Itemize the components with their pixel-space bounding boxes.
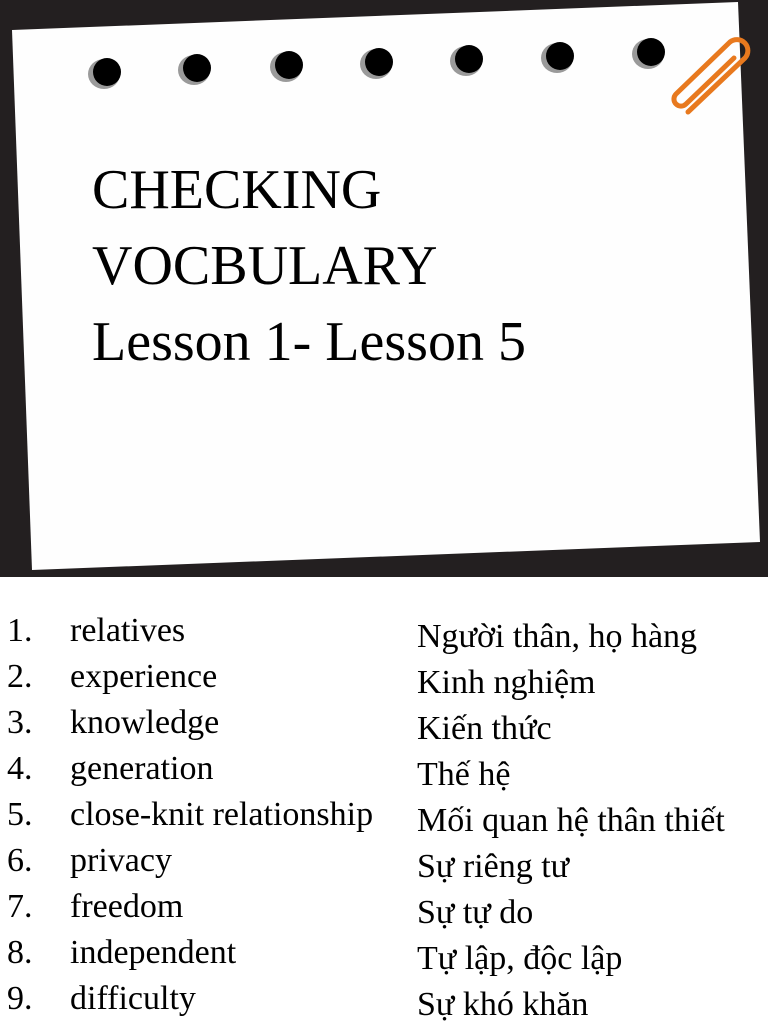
- hole-6-icon: [541, 42, 574, 73]
- title-line-2: VOCBULARY: [92, 235, 438, 297]
- vocab-word: freedom: [70, 888, 184, 925]
- vocab-meaning: Thế hệ: [417, 756, 511, 793]
- vocab-word: generation: [70, 750, 214, 787]
- vocab-meaning: Kinh nghiệm: [417, 664, 596, 701]
- vocab-word: experience: [70, 658, 218, 695]
- vocab-row: [0, 658, 768, 704]
- vocab-meaning: Người thân, họ hàng: [417, 618, 698, 655]
- vocab-word: privacy: [70, 842, 172, 879]
- vocab-row: [0, 888, 768, 934]
- vocab-number: 9.: [7, 980, 33, 1017]
- vocab-row: [0, 750, 768, 796]
- vocab-meaning: Kiến thức: [417, 710, 552, 747]
- vocabulary-list: [0, 612, 768, 1026]
- vocab-row: [0, 980, 768, 1026]
- vocab-row: [0, 612, 768, 658]
- vocab-meaning: Sự tự do: [417, 894, 534, 931]
- vocab-word: independent: [70, 934, 237, 971]
- vocab-number: 7.: [7, 888, 33, 925]
- vocab-row: [0, 796, 768, 842]
- hole-7-icon: [632, 38, 665, 69]
- vocab-word: close-knit relationship: [70, 796, 374, 833]
- vocab-meaning: Tự lập, độc lập: [417, 940, 623, 977]
- vocab-number: 3.: [7, 704, 33, 741]
- hole-2-icon: [178, 54, 211, 85]
- hole-3-icon: [270, 51, 303, 82]
- slide-title: [92, 152, 712, 380]
- vocab-number: 1.: [7, 612, 33, 649]
- vocab-word: relatives: [70, 612, 186, 649]
- vocab-row: [0, 704, 768, 750]
- vocab-number: 6.: [7, 842, 33, 879]
- vocab-number: 4.: [7, 750, 33, 787]
- vocab-meaning: Sự riêng tư: [417, 848, 570, 885]
- hole-4-icon: [360, 48, 393, 79]
- title-line-1: CHECKING: [92, 159, 382, 221]
- vocab-number: 8.: [7, 934, 33, 971]
- binder-holes: [88, 38, 665, 89]
- hole-5-icon: [450, 45, 483, 76]
- vocab-row: [0, 842, 768, 888]
- vocab-meaning: Mối quan hệ thân thiết: [417, 802, 725, 839]
- title-line-3: Lesson 1- Lesson 5: [92, 311, 526, 373]
- vocab-word: knowledge: [70, 704, 220, 741]
- vocab-meaning: Sự khó khăn: [417, 986, 589, 1023]
- vocab-number: 5.: [7, 796, 33, 833]
- vocab-number: 2.: [7, 658, 33, 695]
- paperclip-icon: [674, 40, 748, 112]
- vocab-row: [0, 934, 768, 980]
- vocab-word: difficulty: [70, 980, 196, 1017]
- hole-1-icon: [88, 58, 121, 89]
